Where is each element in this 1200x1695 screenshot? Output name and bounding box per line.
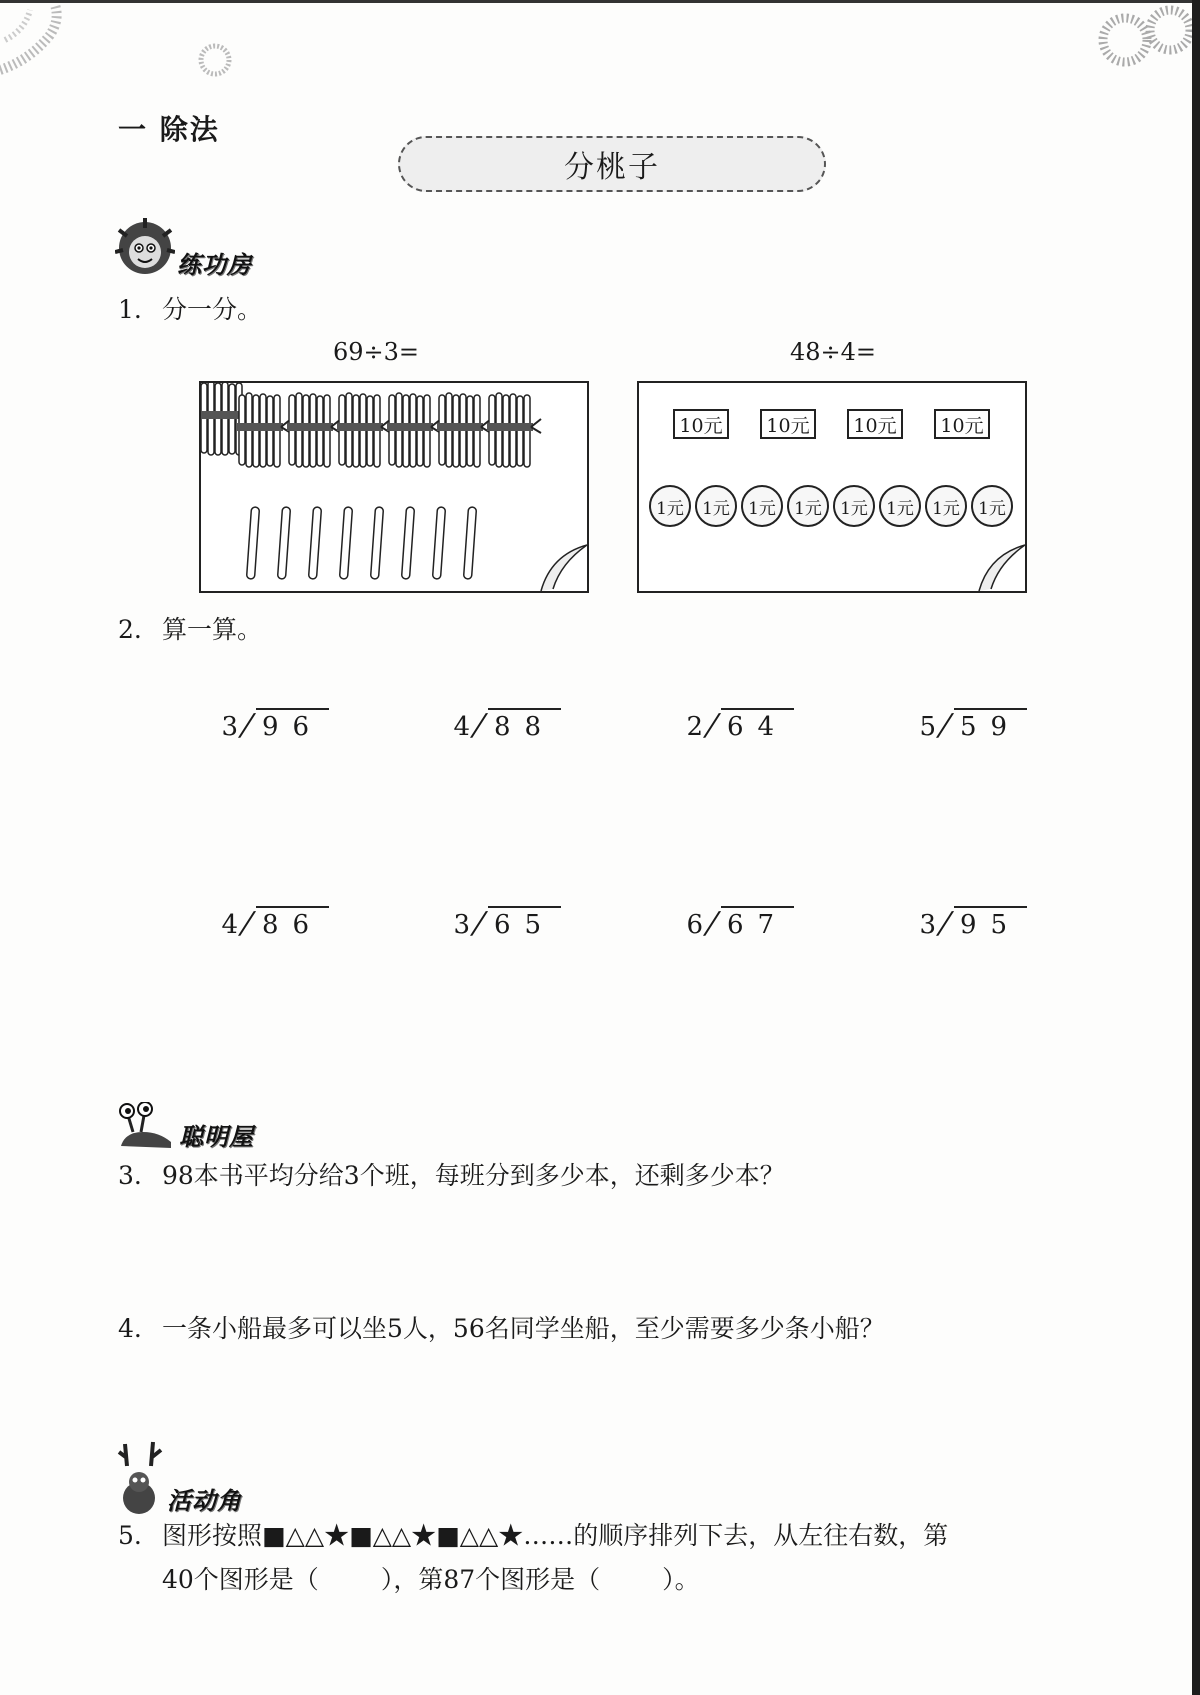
divisor: 5 [919,712,936,742]
question-4 [118,1307,885,1351]
chapter-heading: 一 除法 [118,113,220,146]
division-problem: 3/ 65 [452,906,561,941]
section-practice [115,218,252,280]
divisor: 3 [221,712,238,742]
coin-1-yuan: 1元 [695,485,737,527]
divisor: 3 [919,910,936,940]
question-5-part-c: ）。 [662,1565,700,1594]
dividend: 95 [954,906,1027,940]
division-problem: 3/ 96 [220,708,329,743]
coin-1-yuan: 1元 [649,485,691,527]
section-smart-label: 聪明屋 [179,1123,254,1151]
division-problem: 4/ 88 [452,708,561,743]
lesson-title-banner [398,136,826,192]
question-2 [118,608,262,652]
coin-1-yuan: 1元 [879,485,921,527]
question-4-number: 4. [118,1314,142,1343]
divisor: 4 [221,910,238,940]
question-5-suffix: 的顺序排列下去，从左往右数，第 [573,1521,949,1550]
snail-mascot-icon [115,1102,177,1152]
question-3 [118,1154,785,1198]
question-5-line-1 [118,1514,948,1558]
note-10-yuan: 10元 [673,409,729,439]
note-10-yuan: 10元 [847,409,903,439]
question-2-text: 算一算。 [162,615,263,644]
dividend: 65 [488,906,561,940]
note-10-yuan: 10元 [760,409,816,439]
question-3-text: 98本书平均分给3个班，每班分到多少本，还剩多少本？ [162,1161,785,1190]
page-right-edge [1192,0,1200,1695]
sticks-picture-box [199,381,589,593]
equation-sticks: 69÷3= [333,338,420,366]
lion-mascot-icon [115,218,175,280]
money-picture-box [637,381,1027,593]
coin-1-yuan: 1元 [971,485,1013,527]
corner-swirl-dot-icon [195,40,235,80]
section-smart [115,1102,254,1152]
section-activity-label: 活动角 [167,1487,242,1515]
question-5-number: 5. [118,1521,142,1550]
question-5-line-2 [162,1558,700,1602]
dividend: 67 [721,906,794,940]
dividend: 96 [256,708,329,742]
dividend: 88 [488,708,561,742]
note-10-yuan: 10元 [934,409,990,439]
question-2-number: 2. [118,615,142,644]
shape-pattern: ■△△★■△△★■△△★…… [262,1521,574,1550]
question-1-number: 1. [118,295,142,324]
question-5-part-b: ），第87个图形是（ [380,1565,601,1594]
dividend: 59 [954,708,1027,742]
division-problem: 2/ 64 [685,708,794,743]
division-problem: 3/ 95 [918,906,1027,941]
divisor: 4 [453,712,470,742]
section-practice-label: 练功房 [177,251,252,279]
equation-money: 48÷4= [790,338,877,366]
question-1-text: 分一分。 [162,295,263,324]
divisor: 3 [453,910,470,940]
divisor: 6 [686,910,703,940]
question-4-text: 一条小船最多可以坐5人，56名同学坐船，至少需要多少条小船？ [162,1314,885,1343]
page-top-edge [0,0,1200,3]
question-5-part-a: 40个图形是（ [162,1565,319,1594]
coin-1-yuan: 1元 [741,485,783,527]
coin-1-yuan: 1元 [925,485,967,527]
section-activity [115,1440,242,1516]
corner-swirl-right-icon [1085,0,1192,80]
lesson-title: 分桃子 [564,150,660,185]
division-problem: 5/ 59 [918,708,1027,743]
question-5-prefix: 图形按照 [162,1521,263,1550]
question-3-number: 3. [118,1161,142,1190]
division-problem: 6/ 67 [685,906,794,941]
corner-swirl-left-icon [0,0,90,90]
coin-1-yuan: 1元 [787,485,829,527]
reindeer-mascot-icon [115,1440,165,1516]
division-problem: 4/ 86 [220,906,329,941]
dividend: 64 [721,708,794,742]
stick-bundles-icon [201,383,587,591]
coin-1-yuan: 1元 [833,485,875,527]
question-1 [118,288,262,332]
divisor: 2 [686,712,703,742]
dividend: 86 [256,906,329,940]
